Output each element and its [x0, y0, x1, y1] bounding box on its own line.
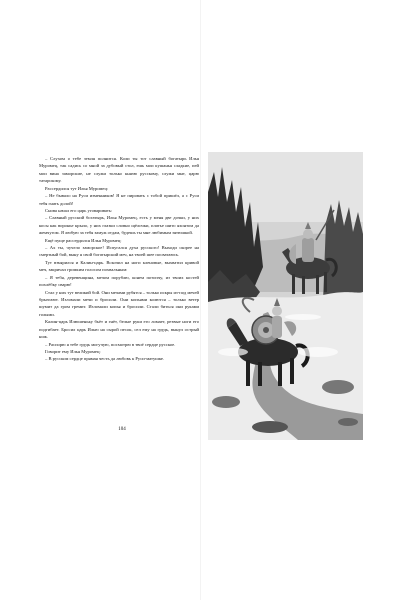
paragraph: Тут взъярился и Калин-царь. Вскочил на ноги кленовые, выхватил кривой меч, закричал громким голосом похвальным: [39, 259, 199, 273]
paragraph: Говорит ему Илья Муромец: [45, 348, 101, 354]
illustration-artwork [208, 152, 363, 440]
paragraph: Снова начал его царь уговаривать: [45, 207, 113, 213]
paragraph: Стал у них тут великий бой. Они мечами рубятся – только искры из-под мечей брызгают. Изломали мечи и бросили. Они копьями колются – только ветер шумит да гром гремит. Изломали копья и бросили. Стали биться они руками голыми. [39, 289, 199, 317]
paragraph: – Распорю я тебе грудь могучую, посмотрю в твоё сердце русское. [45, 341, 176, 347]
paragraph: – Слухом о тебе земля полнится. Коли ты тот славный богатырь Илья Муромец, так садись со мной за дубовый стол, ешь мои кушанья сладкие, пей мои вина заморские, не служи только князю русскому, служи мне, царю татарскому. [39, 156, 199, 184]
paragraph: – В русском сердце прямая честь да любовь к Руси-матушке. [45, 356, 165, 362]
paragraph: Ещё пуще рассердился Илья Муромец: [45, 237, 122, 243]
left-page-text [39, 155, 199, 363]
paragraph: Рассердился тут Илья Муромец: [45, 185, 109, 191]
paragraph: – Ах ты, чучело заморское! Испугался духа русского! Выходи скорее на смертный бой, выну я свой богатырский меч, на твоей шее посватаюсь. [39, 245, 199, 258]
paragraph: – Славный русский богатырь, Илья Муромец, есть у меня две дочки, у них косы как воронье крыло, у них глазки словно щёлочки, платье шито яхонтом да жемчугом. Я любую за тебя замуж отдам, будешь ты мне любимым зятюшкой. [39, 215, 199, 236]
paragraph: – Я тебя, деревенщина, мечом порублю, конем потопчу, из твоих костей похлёбку сварю! [39, 274, 199, 288]
paragraph: – Не бывало на Руси изменников! Я не пировать с тобой пришёл, а с Руси тебя гнать долой! [39, 193, 199, 206]
gutter-divider [200, 0, 201, 600]
battle-illustration [208, 152, 363, 440]
paragraph: Калин-царь Илюшеньку бьёт и гнёт, белые руки его ломает, резвые ноги его подгибает. Бросил царь Илью на сырой песок, сел ему на грудь, вынул острый нож. [39, 319, 199, 340]
page-number: 104 [118, 427, 126, 432]
